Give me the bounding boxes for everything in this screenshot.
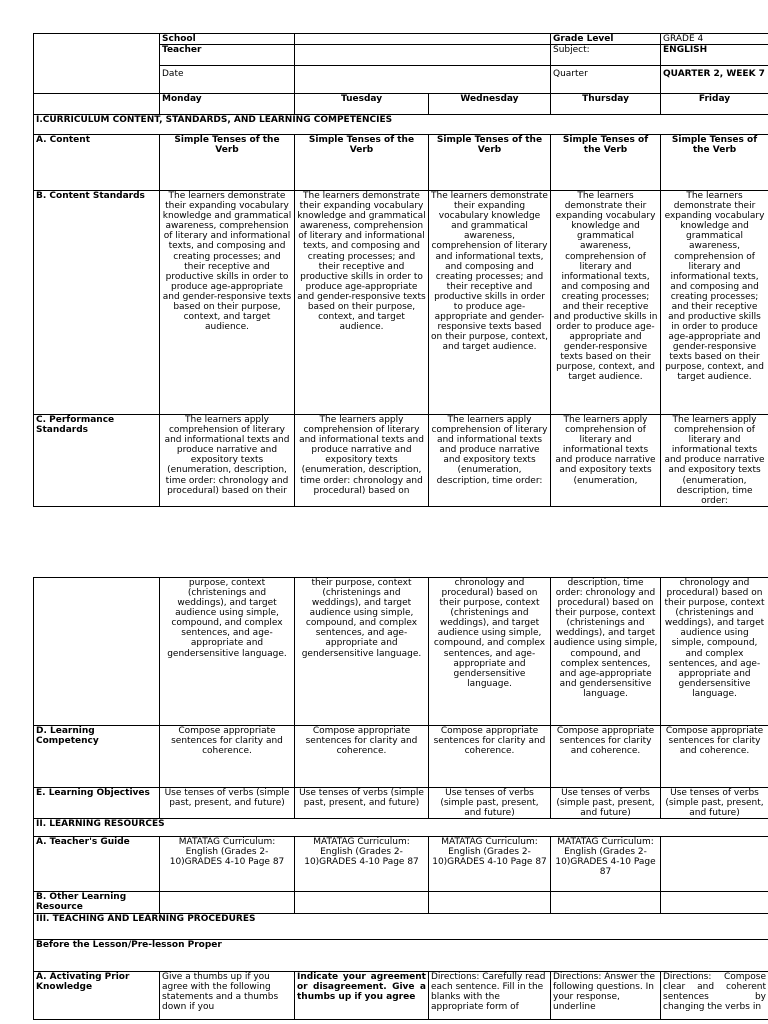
school-label: School <box>160 34 295 45</box>
learning-objectives-friday: Use tenses of verbs (simple past, present, and future) <box>661 788 768 819</box>
section-learning-resources-heading: II. LEARNING RESOURCES <box>34 819 768 837</box>
performance-standards-friday-cont: chronology and procedural) based on their purpose, context (christenings and weddings), and target audience using simple, compound, and complex sentences, and age-appropriate and gendersensitive language. <box>661 578 768 726</box>
content-label: A. Content <box>34 135 160 191</box>
before-lesson-heading: Before the Lesson/Pre-lesson Proper <box>34 940 768 972</box>
content-tuesday: Simple Tenses of the Verb <box>295 135 429 191</box>
learning-competency-label: D. Learning Competency <box>34 726 160 788</box>
day-monday: Monday <box>160 94 295 115</box>
lesson-plan-table-page-1 <box>33 33 768 507</box>
learning-objectives-wednesday: Use tenses of verbs (simple past, present, and future) <box>429 788 551 819</box>
school-value <box>295 34 551 45</box>
other-resource-monday <box>160 892 295 914</box>
day-friday: Friday <box>661 94 768 115</box>
learning-competency-monday: Compose appropriate sentences for clarity and coherence. <box>160 726 295 788</box>
performance-standards-monday: The learners apply comprehension of literary and informational texts and produce narrative and expository texts (enumeration, description, time order: chronology and procedural) based on their <box>160 415 295 507</box>
learning-competency-thursday: Compose appropriate sentences for clarity and coherence. <box>551 726 661 788</box>
content-thursday: Simple Tenses of the Verb <box>551 135 661 191</box>
other-resource-tuesday <box>295 892 429 914</box>
content-standards-thursday: The learners demonstrate their expanding vocabulary knowledge and grammatical awareness, comprehension of literary and informational texts, and composing and creating processes; and their receptive and productive skills in order to produce age-appropriate and gender-responsive texts based on their purpose, context, and target audience. <box>551 191 661 415</box>
date-label: Date <box>160 66 295 94</box>
performance-standards-tuesday-cont: their purpose, context (christenings and weddings), and target audience using simple, compound, and complex sentences, and age-appropriate and gendersensitive language. <box>295 578 429 726</box>
performance-standards-continued-label <box>34 578 160 726</box>
performance-standards-monday-cont: purpose, context (christenings and weddings), and target audience using simple, compound, and complex sentences, and age-appropriate and gendersensitive language. <box>160 578 295 726</box>
day-tuesday: Tuesday <box>295 94 429 115</box>
learning-objectives-monday: Use tenses of verbs (simple past, present, and future) <box>160 788 295 819</box>
activating-wednesday: Directions: Carefully read each sentence. Fill in the blanks with the appropriate form of <box>429 972 551 1020</box>
teachers-guide-wednesday: MATATAG Curriculum: English (Grades 2-10)GRADES 4-10 Page 87 <box>429 837 551 892</box>
activating-friday: Directions: Compose clear and coherent sentences by changing the verbs in <box>661 972 768 1020</box>
subject-label: Subject: <box>551 45 661 66</box>
other-resource-friday <box>661 892 768 914</box>
learning-objectives-tuesday: Use tenses of verbs (simple past, present, and future) <box>295 788 429 819</box>
performance-standards-friday: The learners apply comprehension of literary and informational texts and produce narrative and expository texts (enumeration, description, time order: <box>661 415 768 507</box>
content-standards-monday: The learners demonstrate their expanding vocabulary knowledge and grammatical awareness, comprehension of literary and informational texts, and composing and creating processes; and their receptive and productive skills in order to produce age-appropriate and gender-responsive texts based on their purpose, context, and target audience. <box>160 191 295 415</box>
grade-level-label: Grade Level <box>551 34 661 45</box>
teacher-value <box>295 45 551 66</box>
learning-competency-friday: Compose appropriate sentences for clarity and coherence. <box>661 726 768 788</box>
teachers-guide-monday: MATATAG Curriculum: English (Grades 2-10)GRADES 4-10 Page 87 <box>160 837 295 892</box>
teacher-label: Teacher <box>160 45 295 66</box>
learning-competency-tuesday: Compose appropriate sentences for clarity and coherence. <box>295 726 429 788</box>
content-friday: Simple Tenses of the Verb <box>661 135 768 191</box>
lesson-plan-table-page-2 <box>33 577 768 1020</box>
performance-standards-thursday-cont: description, time order: chronology and procedural) based on their purpose, context (christenings and weddings), and target audience using simple, compound, and complex sentences, and age-appropriate and gendersensitive language. <box>551 578 661 726</box>
activating-monday: Give a thumbs up if you agree with the following statements and a thumbs down if you <box>160 972 295 1020</box>
activating-thursday: Directions: Answer the following questions. In your response, underline <box>551 972 661 1020</box>
grade-level-value: GRADE 4 <box>661 34 768 45</box>
activating-prior-knowledge-label: A. Activating Prior Knowledge <box>34 972 160 1020</box>
learning-objectives-thursday: Use tenses of verbs (simple past, present, and future) <box>551 788 661 819</box>
performance-standards-label: C. Performance Standards <box>34 415 160 507</box>
content-wednesday: Simple Tenses of the Verb <box>429 135 551 191</box>
content-standards-friday: The learners demonstrate their expanding vocabulary knowledge and grammatical awareness, comprehension of literary and informational texts, and composing and creating processes; and their receptive and productive skills in order to produce age-appropriate and gender-responsive texts based on their purpose, context, and target audience. <box>661 191 768 415</box>
teachers-guide-label: A. Teacher's Guide <box>34 837 160 892</box>
teachers-guide-tuesday: MATATAG Curriculum: English (Grades 2-10)GRADES 4-10 Page 87 <box>295 837 429 892</box>
performance-standards-tuesday: The learners apply comprehension of literary and informational texts and produce narrative and expository texts (enumeration, description, time order: chronology and procedural) based on <box>295 415 429 507</box>
content-standards-wednesday: The learners demonstrate their expanding vocabulary knowledge and grammatical awareness, comprehension of literary and informational texts, and composing and creating processes; and their receptive and productive skills in order to produce age-appropriate and gender-responsive texts based on their purpose, context, and target audience. <box>429 191 551 415</box>
teachers-guide-friday <box>661 837 768 892</box>
performance-standards-wednesday: The learners apply comprehension of literary and informational texts and produce narrative and expository texts (enumeration, description, time order: <box>429 415 551 507</box>
performance-standards-wednesday-cont: chronology and procedural) based on their purpose, context (christenings and weddings), and target audience using simple, compound, and complex sentences, and age-appropriate and gendersensitive language. <box>429 578 551 726</box>
section-procedures-heading: III. TEACHING AND LEARNING PROCEDURES <box>34 914 768 940</box>
day-wednesday: Wednesday <box>429 94 551 115</box>
date-value <box>295 66 551 94</box>
learning-objectives-label: E. Learning Objectives <box>34 788 160 819</box>
content-standards-label: B. Content Standards <box>34 191 160 415</box>
content-monday: Simple Tenses of the Verb <box>160 135 295 191</box>
learning-competency-wednesday: Compose appropriate sentences for clarity and coherence. <box>429 726 551 788</box>
content-standards-tuesday: The learners demonstrate their expanding vocabulary knowledge and grammatical awareness, comprehension of literary and informational texts, and composing and creating processes; and their receptive and productive skills in order to produce age-appropriate and gender-responsive texts based on their purpose, context, and target audience. <box>295 191 429 415</box>
header-blank-cell <box>34 34 160 94</box>
quarter-label: Quarter <box>551 66 661 94</box>
activating-tuesday: Indicate your agreement or disagreement. Give a thumbs up if you agree <box>295 972 429 1020</box>
quarter-value: QUARTER 2, WEEK 7 <box>661 66 768 94</box>
day-header-blank <box>34 94 160 115</box>
subject-value: ENGLISH <box>661 45 768 66</box>
other-resource-thursday <box>551 892 661 914</box>
other-resource-wednesday <box>429 892 551 914</box>
day-thursday: Thursday <box>551 94 661 115</box>
other-resource-label: B. Other Learning Resource <box>34 892 160 914</box>
teachers-guide-thursday: MATATAG Curriculum: English (Grades 2-10)GRADES 4-10 Page 87 <box>551 837 661 892</box>
section-curriculum-heading: I.CURRICULUM CONTENT, STANDARDS, AND LEARNING COMPETENCIES <box>34 115 768 135</box>
performance-standards-thursday: The learners apply comprehension of literary and informational texts and produce narrative and expository texts (enumeration, <box>551 415 661 507</box>
